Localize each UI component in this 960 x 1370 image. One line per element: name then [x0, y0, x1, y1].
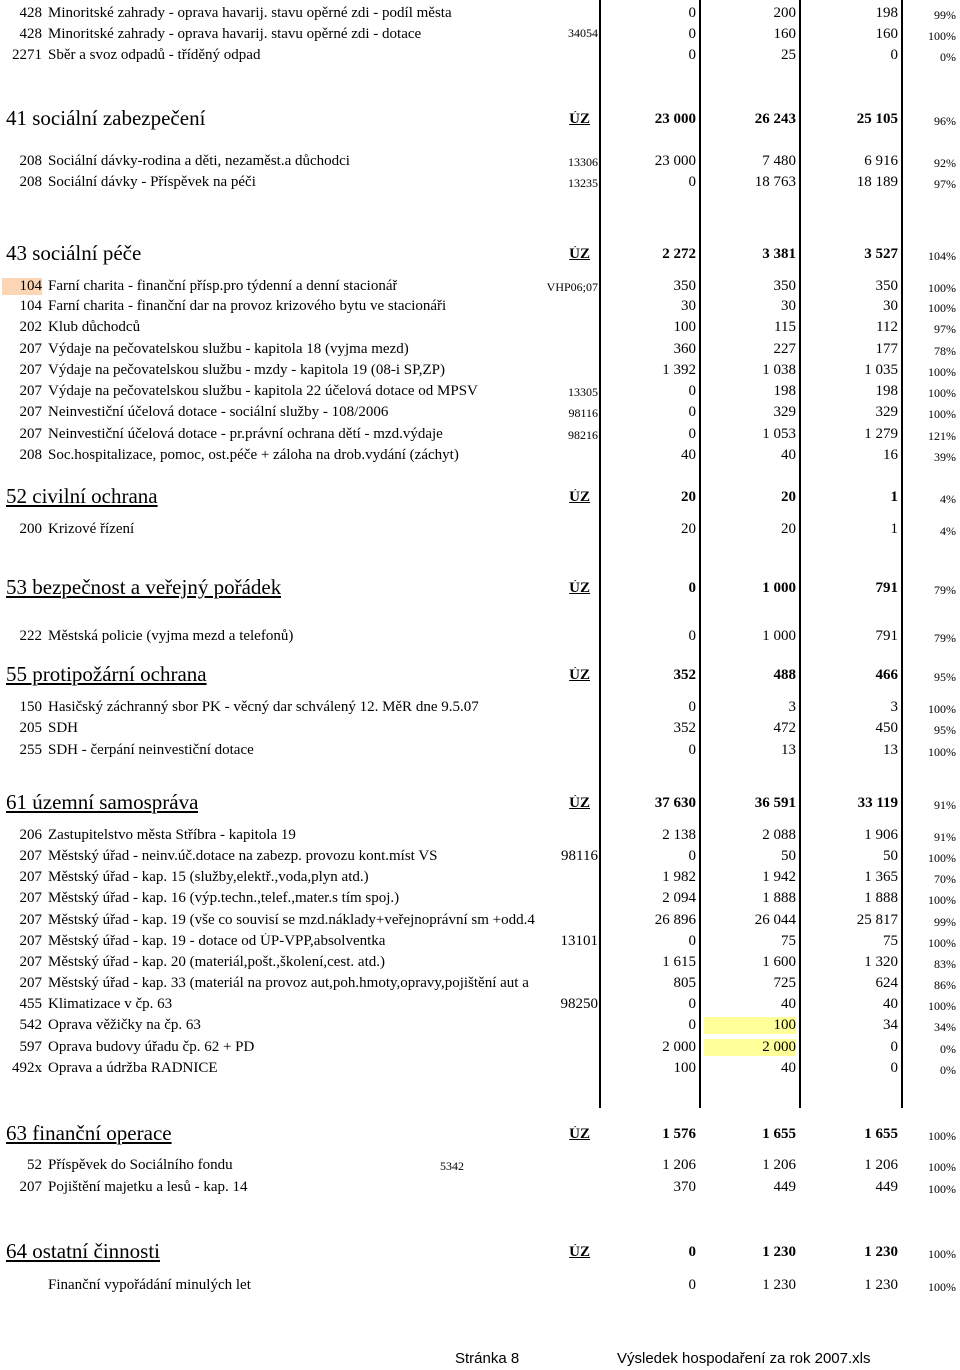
row-budget-approved: 1 206: [662, 1157, 696, 1173]
row-actual: 13: [883, 742, 898, 758]
section-percent: 91%: [934, 798, 956, 812]
row-description: SDH: [48, 720, 79, 736]
row-budget-approved: 360: [673, 341, 696, 357]
row-budget-adjusted: 26 044: [754, 912, 796, 928]
row-actual: 18 189: [856, 174, 898, 190]
row-code: 428: [19, 26, 42, 42]
section-budget-adjusted: 1 230: [762, 1244, 796, 1260]
row-percent: 70%: [934, 872, 956, 886]
row-actual: 1 279: [864, 426, 898, 442]
section-budget-adjusted: 1 655: [762, 1126, 796, 1142]
section-budget-approved: 0: [688, 580, 696, 596]
row-actual: 1 906: [864, 827, 898, 843]
row-description: Městský úřad - neinv.úč.dotace na zabezp. provozu kont.míst VS: [48, 848, 438, 864]
row-budget-approved: 0: [688, 47, 696, 63]
row-budget-approved: 2 000: [662, 1039, 696, 1055]
row-description: Výdaje na pečovatelskou službu - mzdy - kapitola 19 (08-i SP,ZP): [48, 362, 446, 378]
row-code: 207: [19, 848, 42, 864]
row-actual: 1 206: [864, 1157, 898, 1173]
row-actual: 1 230: [864, 1277, 898, 1293]
row-budget-approved: 0: [688, 1017, 696, 1033]
row-percent: 39%: [934, 450, 956, 464]
row-actual: 0: [890, 1060, 898, 1076]
row-percent: 97%: [934, 322, 956, 336]
row-actual: 624: [875, 975, 898, 991]
row-budget-approved: 26 896: [654, 912, 696, 928]
row-code: 207: [19, 1179, 42, 1195]
row-description: Městský úřad - kap. 15 (služby,elektř.,voda,plyn atd.): [48, 869, 369, 885]
row-budget-approved: 0: [688, 742, 696, 758]
section-uz-label: ÚZ: [569, 667, 590, 683]
row-percent: 100%: [928, 1160, 956, 1174]
section-uz-label: ÚZ: [569, 489, 590, 505]
section-budget-adjusted: 20: [781, 489, 796, 505]
row-budget-adjusted: 1 000: [762, 628, 796, 644]
row-reference: 5342: [440, 1159, 464, 1173]
row-actual: 177: [875, 341, 898, 357]
row-budget-adjusted: 1 230: [762, 1277, 796, 1293]
row-budget-adjusted: 25: [781, 47, 796, 63]
section-percent: 79%: [934, 583, 956, 597]
row-percent: 0%: [940, 1042, 956, 1056]
row-description: Městský úřad - kap. 19 - dotace od ÚP-VPP,absolventka: [48, 933, 386, 949]
row-description: Soc.hospitalizace, pomoc, ost.péče + záloha na drob.vydání (záchyt): [48, 447, 459, 463]
row-budget-approved: 0: [688, 426, 696, 442]
row-description: Minoritské zahrady - oprava havarij. stavu opěrné zdi - podíl města: [48, 5, 452, 21]
section-budget-approved: 1 576: [662, 1126, 696, 1142]
row-actual: 329: [875, 404, 898, 420]
row-description: Klimatizace v čp. 63: [48, 996, 173, 1012]
row-budget-adjusted: 30: [781, 298, 796, 314]
row-percent: 97%: [934, 177, 956, 191]
row-description: SDH - čerpání neinvestiční dotace: [48, 742, 254, 758]
row-budget-approved: 0: [688, 848, 696, 864]
row-percent: 0%: [940, 1063, 956, 1077]
row-description: Pojištění majetku a lesů - kap. 14: [48, 1179, 248, 1195]
row-actual: 3: [890, 699, 898, 715]
row-budget-approved: 2 094: [662, 890, 696, 906]
row-percent: 100%: [928, 1182, 956, 1196]
row-code: 202: [19, 319, 42, 335]
row-reference: 98250: [560, 996, 598, 1012]
row-actual: 160: [875, 26, 898, 42]
row-actual: 6 916: [864, 153, 898, 169]
row-description: Krizové řízení: [48, 521, 135, 537]
row-percent: 100%: [928, 702, 956, 716]
row-budget-adjusted: 200: [773, 5, 796, 21]
row-percent: 100%: [928, 407, 956, 421]
row-percent: 86%: [934, 978, 956, 992]
row-code: 492x: [12, 1060, 42, 1076]
row-actual: 0: [890, 47, 898, 63]
row-budget-approved: 352: [673, 720, 696, 736]
row-budget-adjusted: 198: [773, 383, 796, 399]
section-actual: 1 655: [864, 1126, 898, 1142]
row-percent: 0%: [940, 50, 956, 64]
row-code: 207: [19, 869, 42, 885]
row-budget-approved: 0: [688, 1277, 696, 1293]
row-budget-adjusted: 329: [773, 404, 796, 420]
row-code: 150: [19, 699, 42, 715]
row-description: Zastupitelstvo města Stříbra - kapitola 19: [48, 827, 296, 843]
row-budget-adjusted: 13: [781, 742, 796, 758]
row-actual: 198: [875, 5, 898, 21]
row-description: Výdaje na pečovatelskou službu - kapitola 22 účelová dotace od MPSV: [48, 383, 478, 399]
row-description: Farní charita - finanční přísp.pro týdenní a denní stacionář: [48, 278, 398, 294]
row-percent: 79%: [934, 631, 956, 645]
row-description: Sociální dávky-rodina a děti, nezaměst.a důchodci: [48, 153, 350, 169]
row-code: 104: [19, 298, 42, 314]
section-uz-label: ÚZ: [569, 1244, 590, 1260]
row-actual: 112: [876, 319, 898, 335]
section-actual: 1 230: [864, 1244, 898, 1260]
row-code: 208: [19, 447, 42, 463]
file-name: Výsledek hospodaření za rok 2007.xls: [617, 1350, 871, 1367]
row-percent: 100%: [928, 281, 956, 295]
column-divider: [901, 0, 903, 1108]
row-description: Městská policie (vyjma mezd a telefonů): [48, 628, 294, 644]
row-budget-adjusted: 472: [773, 720, 796, 736]
row-description: Klub důchodců: [48, 319, 141, 335]
section-percent: 100%: [928, 1129, 956, 1143]
row-percent: 78%: [934, 344, 956, 358]
row-percent: 99%: [934, 8, 956, 22]
row-percent: 92%: [934, 156, 956, 170]
row-actual: 50: [883, 848, 898, 864]
row-budget-adjusted: 20: [781, 521, 796, 537]
row-description: Sběr a svoz odpadů - tříděný odpad: [48, 47, 261, 63]
row-budget-adjusted: 1 888: [762, 890, 796, 906]
row-percent: 100%: [928, 386, 956, 400]
row-percent: 100%: [928, 1280, 956, 1294]
row-code: 542: [19, 1017, 42, 1033]
row-reference: 13101: [560, 933, 598, 949]
row-description: Minoritské zahrady - oprava havarij. stavu opěrné zdi - dotace: [48, 26, 422, 42]
row-budget-approved: 0: [688, 699, 696, 715]
row-budget-approved: 100: [673, 1060, 696, 1076]
row-budget-approved: 2 138: [662, 827, 696, 843]
row-budget-adjusted: 227: [773, 341, 796, 357]
row-budget-approved: 0: [688, 5, 696, 21]
row-budget-approved: 370: [673, 1179, 696, 1195]
row-budget-approved: 0: [688, 933, 696, 949]
section-actual: 33 119: [857, 795, 898, 811]
row-actual: 350: [875, 278, 898, 294]
row-code: 206: [19, 827, 42, 843]
row-budget-adjusted: 1 942: [762, 869, 796, 885]
section-actual: 1: [890, 489, 898, 505]
section-uz-label: ÚZ: [569, 795, 590, 811]
row-reference: VHP06;07: [546, 280, 598, 294]
row-code: 104: [2, 278, 42, 295]
row-description: Neinvestiční účelová dotace - pr.právní ochrana dětí - mzd.výdaje: [48, 426, 443, 442]
row-reference: 98216: [568, 428, 598, 442]
section-budget-approved: 0: [688, 1244, 696, 1260]
row-budget-approved: 0: [688, 26, 696, 42]
row-percent: 100%: [928, 301, 956, 315]
row-code: 52: [27, 1157, 42, 1173]
row-description: Městský úřad - kap. 16 (výp.techn.,telef.,mater.s tím spoj.): [48, 890, 400, 906]
row-code: 597: [19, 1039, 42, 1055]
row-budget-adjusted: 725: [773, 975, 796, 991]
row-actual: 25 817: [856, 912, 898, 928]
row-budget-adjusted: 75: [781, 933, 796, 949]
section-title: 64 ostatní činnosti: [6, 1239, 160, 1263]
column-divider: [599, 0, 601, 1108]
row-actual: 75: [883, 933, 898, 949]
row-reference: 98116: [568, 406, 598, 420]
row-description: Městský úřad - kap. 20 (materiál,pošt.,školení,cest. atd.): [48, 954, 386, 970]
column-divider: [699, 0, 701, 1108]
row-actual: 40: [883, 996, 898, 1012]
row-percent: 100%: [928, 851, 956, 865]
row-actual: 450: [875, 720, 898, 736]
row-code: 207: [19, 341, 42, 357]
row-budget-adjusted: 1 038: [762, 362, 796, 378]
row-actual: 449: [875, 1179, 898, 1195]
row-budget-adjusted: 7 480: [762, 153, 796, 169]
row-budget-adjusted: 2 000: [704, 1039, 796, 1056]
row-budget-approved: 40: [681, 447, 696, 463]
section-actual: 25 105: [856, 111, 898, 127]
row-budget-approved: 0: [688, 174, 696, 190]
row-budget-approved: 1 615: [662, 954, 696, 970]
row-budget-adjusted: 2 088: [762, 827, 796, 843]
section-uz-label: ÚZ: [569, 111, 590, 127]
row-percent: 91%: [934, 830, 956, 844]
row-actual: 1 320: [864, 954, 898, 970]
row-budget-adjusted: 50: [781, 848, 796, 864]
row-budget-adjusted: 40: [781, 996, 796, 1012]
row-budget-approved: 1 982: [662, 869, 696, 885]
row-budget-adjusted: 40: [781, 1060, 796, 1076]
row-code: 207: [19, 362, 42, 378]
row-budget-approved: 23 000: [654, 153, 696, 169]
row-description: Oprava věžičky na čp. 63: [48, 1017, 201, 1033]
row-actual: 1: [890, 521, 898, 537]
row-percent: 100%: [928, 745, 956, 759]
row-budget-adjusted: 160: [773, 26, 796, 42]
row-code: 207: [19, 975, 42, 991]
row-code: 205: [19, 720, 42, 736]
row-description: Městský úřad - kap. 19 (vše co souvisí se mzd.náklady+veřejnoprávní sm +odd.4: [48, 912, 535, 928]
section-actual: 3 527: [864, 246, 898, 262]
row-budget-approved: 30: [681, 298, 696, 314]
section-budget-adjusted: 1 000: [762, 580, 796, 596]
row-budget-approved: 0: [688, 628, 696, 644]
row-budget-adjusted: 1 053: [762, 426, 796, 442]
row-actual: 30: [883, 298, 898, 314]
section-title: 61 územní samospráva: [6, 790, 199, 814]
row-code: 455: [19, 996, 42, 1012]
section-uz-label: ÚZ: [569, 580, 590, 596]
row-code: 207: [19, 404, 42, 420]
row-budget-approved: 1 392: [662, 362, 696, 378]
row-description: Městský úřad - kap. 33 (materiál na provoz aut,poh.hmoty,opravy,pojištění aut a: [48, 975, 529, 991]
row-description: Oprava a údržba RADNICE: [48, 1060, 218, 1076]
row-description: Farní charita - finanční dar na provoz krizového bytu ve stacionáři: [48, 298, 447, 314]
section-uz-label: ÚZ: [569, 246, 590, 262]
page-number: Stránka 8: [455, 1350, 520, 1367]
row-description: Sociální dávky - Příspěvek na péči: [48, 174, 256, 190]
row-budget-adjusted: 1 600: [762, 954, 796, 970]
row-code: 255: [19, 742, 42, 758]
row-code: 208: [19, 153, 42, 169]
row-budget-adjusted: 3: [788, 699, 796, 715]
row-percent: 4%: [940, 524, 956, 538]
row-actual: 0: [890, 1039, 898, 1055]
row-percent: 121%: [928, 429, 956, 443]
row-reference: 98116: [561, 848, 598, 864]
section-percent: 95%: [934, 670, 956, 684]
section-percent: 96%: [934, 114, 956, 128]
row-code: 428: [19, 5, 42, 21]
row-reference: 13305: [568, 385, 598, 399]
row-actual: 1 365: [864, 869, 898, 885]
row-code: 207: [19, 426, 42, 442]
row-code: 207: [19, 890, 42, 906]
row-code: 200: [19, 521, 42, 537]
row-code: 222: [19, 628, 42, 644]
section-actual: 466: [875, 667, 898, 683]
row-percent: 100%: [928, 29, 956, 43]
row-code: 207: [19, 933, 42, 949]
row-description: Výdaje na pečovatelskou službu - kapitola 18 (vyjma mezd): [48, 341, 409, 357]
row-percent: 100%: [928, 936, 956, 950]
row-budget-approved: 805: [673, 975, 696, 991]
row-actual: 1 888: [864, 890, 898, 906]
section-actual: 791: [875, 580, 898, 596]
section-budget-adjusted: 3 381: [762, 246, 796, 262]
row-code: 2271: [12, 47, 42, 63]
section-percent: 104%: [928, 249, 956, 263]
row-budget-approved: 0: [688, 404, 696, 420]
row-percent: 100%: [928, 365, 956, 379]
row-budget-approved: 100: [673, 319, 696, 335]
row-percent: 99%: [934, 915, 956, 929]
row-percent: 100%: [928, 999, 956, 1013]
section-title: 41 sociální zabezpečení: [6, 106, 206, 130]
row-actual: 198: [875, 383, 898, 399]
row-code: 208: [19, 174, 42, 190]
row-budget-adjusted: 100: [704, 1017, 796, 1034]
row-description: Příspěvek do Sociálního fondu: [48, 1157, 233, 1173]
section-budget-approved: 37 630: [654, 795, 696, 811]
row-budget-approved: 0: [688, 996, 696, 1012]
row-actual: 791: [875, 628, 898, 644]
section-title: 55 protipožární ochrana: [6, 662, 207, 686]
section-title: 63 finanční operace: [6, 1121, 172, 1145]
row-code: 207: [19, 954, 42, 970]
section-title: 52 civilní ochrana: [6, 484, 158, 508]
row-percent: 95%: [934, 723, 956, 737]
row-budget-adjusted: 40: [781, 447, 796, 463]
row-description: Hasičský záchranný sbor PK - věcný dar schválený 12. MěR dne 9.5.07: [48, 699, 479, 715]
row-budget-adjusted: 449: [773, 1179, 796, 1195]
section-percent: 100%: [928, 1247, 956, 1261]
row-budget-adjusted: 18 763: [754, 174, 796, 190]
row-description: Oprava budovy úřadu čp. 62 + PD: [48, 1039, 255, 1055]
row-budget-adjusted: 350: [773, 278, 796, 294]
row-budget-approved: 350: [673, 278, 696, 294]
row-percent: 100%: [928, 893, 956, 907]
row-description: Finanční vypořádání minulých let: [48, 1277, 251, 1293]
section-budget-adjusted: 36 591: [754, 795, 796, 811]
section-budget-approved: 2 272: [662, 246, 696, 262]
section-budget-approved: 23 000: [654, 111, 696, 127]
section-budget-approved: 20: [681, 489, 696, 505]
row-budget-adjusted: 115: [774, 319, 796, 335]
row-percent: 83%: [934, 957, 956, 971]
row-description: Neinvestiční účelová dotace - sociální služby - 108/2006: [48, 404, 389, 420]
section-title: 43 sociální péče: [6, 241, 142, 265]
row-actual: 16: [883, 447, 898, 463]
row-reference: 34054: [568, 26, 598, 40]
section-title: 53 bezpečnost a veřejný pořádek: [6, 575, 282, 599]
row-actual: 1 035: [864, 362, 898, 378]
row-reference: 13235: [568, 176, 598, 190]
section-uz-label: ÚZ: [569, 1126, 590, 1142]
row-budget-adjusted: 1 206: [762, 1157, 796, 1173]
row-actual: 34: [883, 1017, 898, 1033]
row-budget-approved: 20: [681, 521, 696, 537]
row-percent: 34%: [934, 1020, 956, 1034]
section-budget-approved: 352: [673, 667, 696, 683]
row-budget-approved: 0: [688, 383, 696, 399]
section-budget-adjusted: 26 243: [754, 111, 796, 127]
row-code: 207: [19, 383, 42, 399]
column-divider: [799, 0, 801, 1108]
section-percent: 4%: [940, 492, 956, 506]
row-code: 207: [19, 912, 42, 928]
section-budget-adjusted: 488: [773, 667, 796, 683]
row-reference: 13306: [568, 155, 598, 169]
